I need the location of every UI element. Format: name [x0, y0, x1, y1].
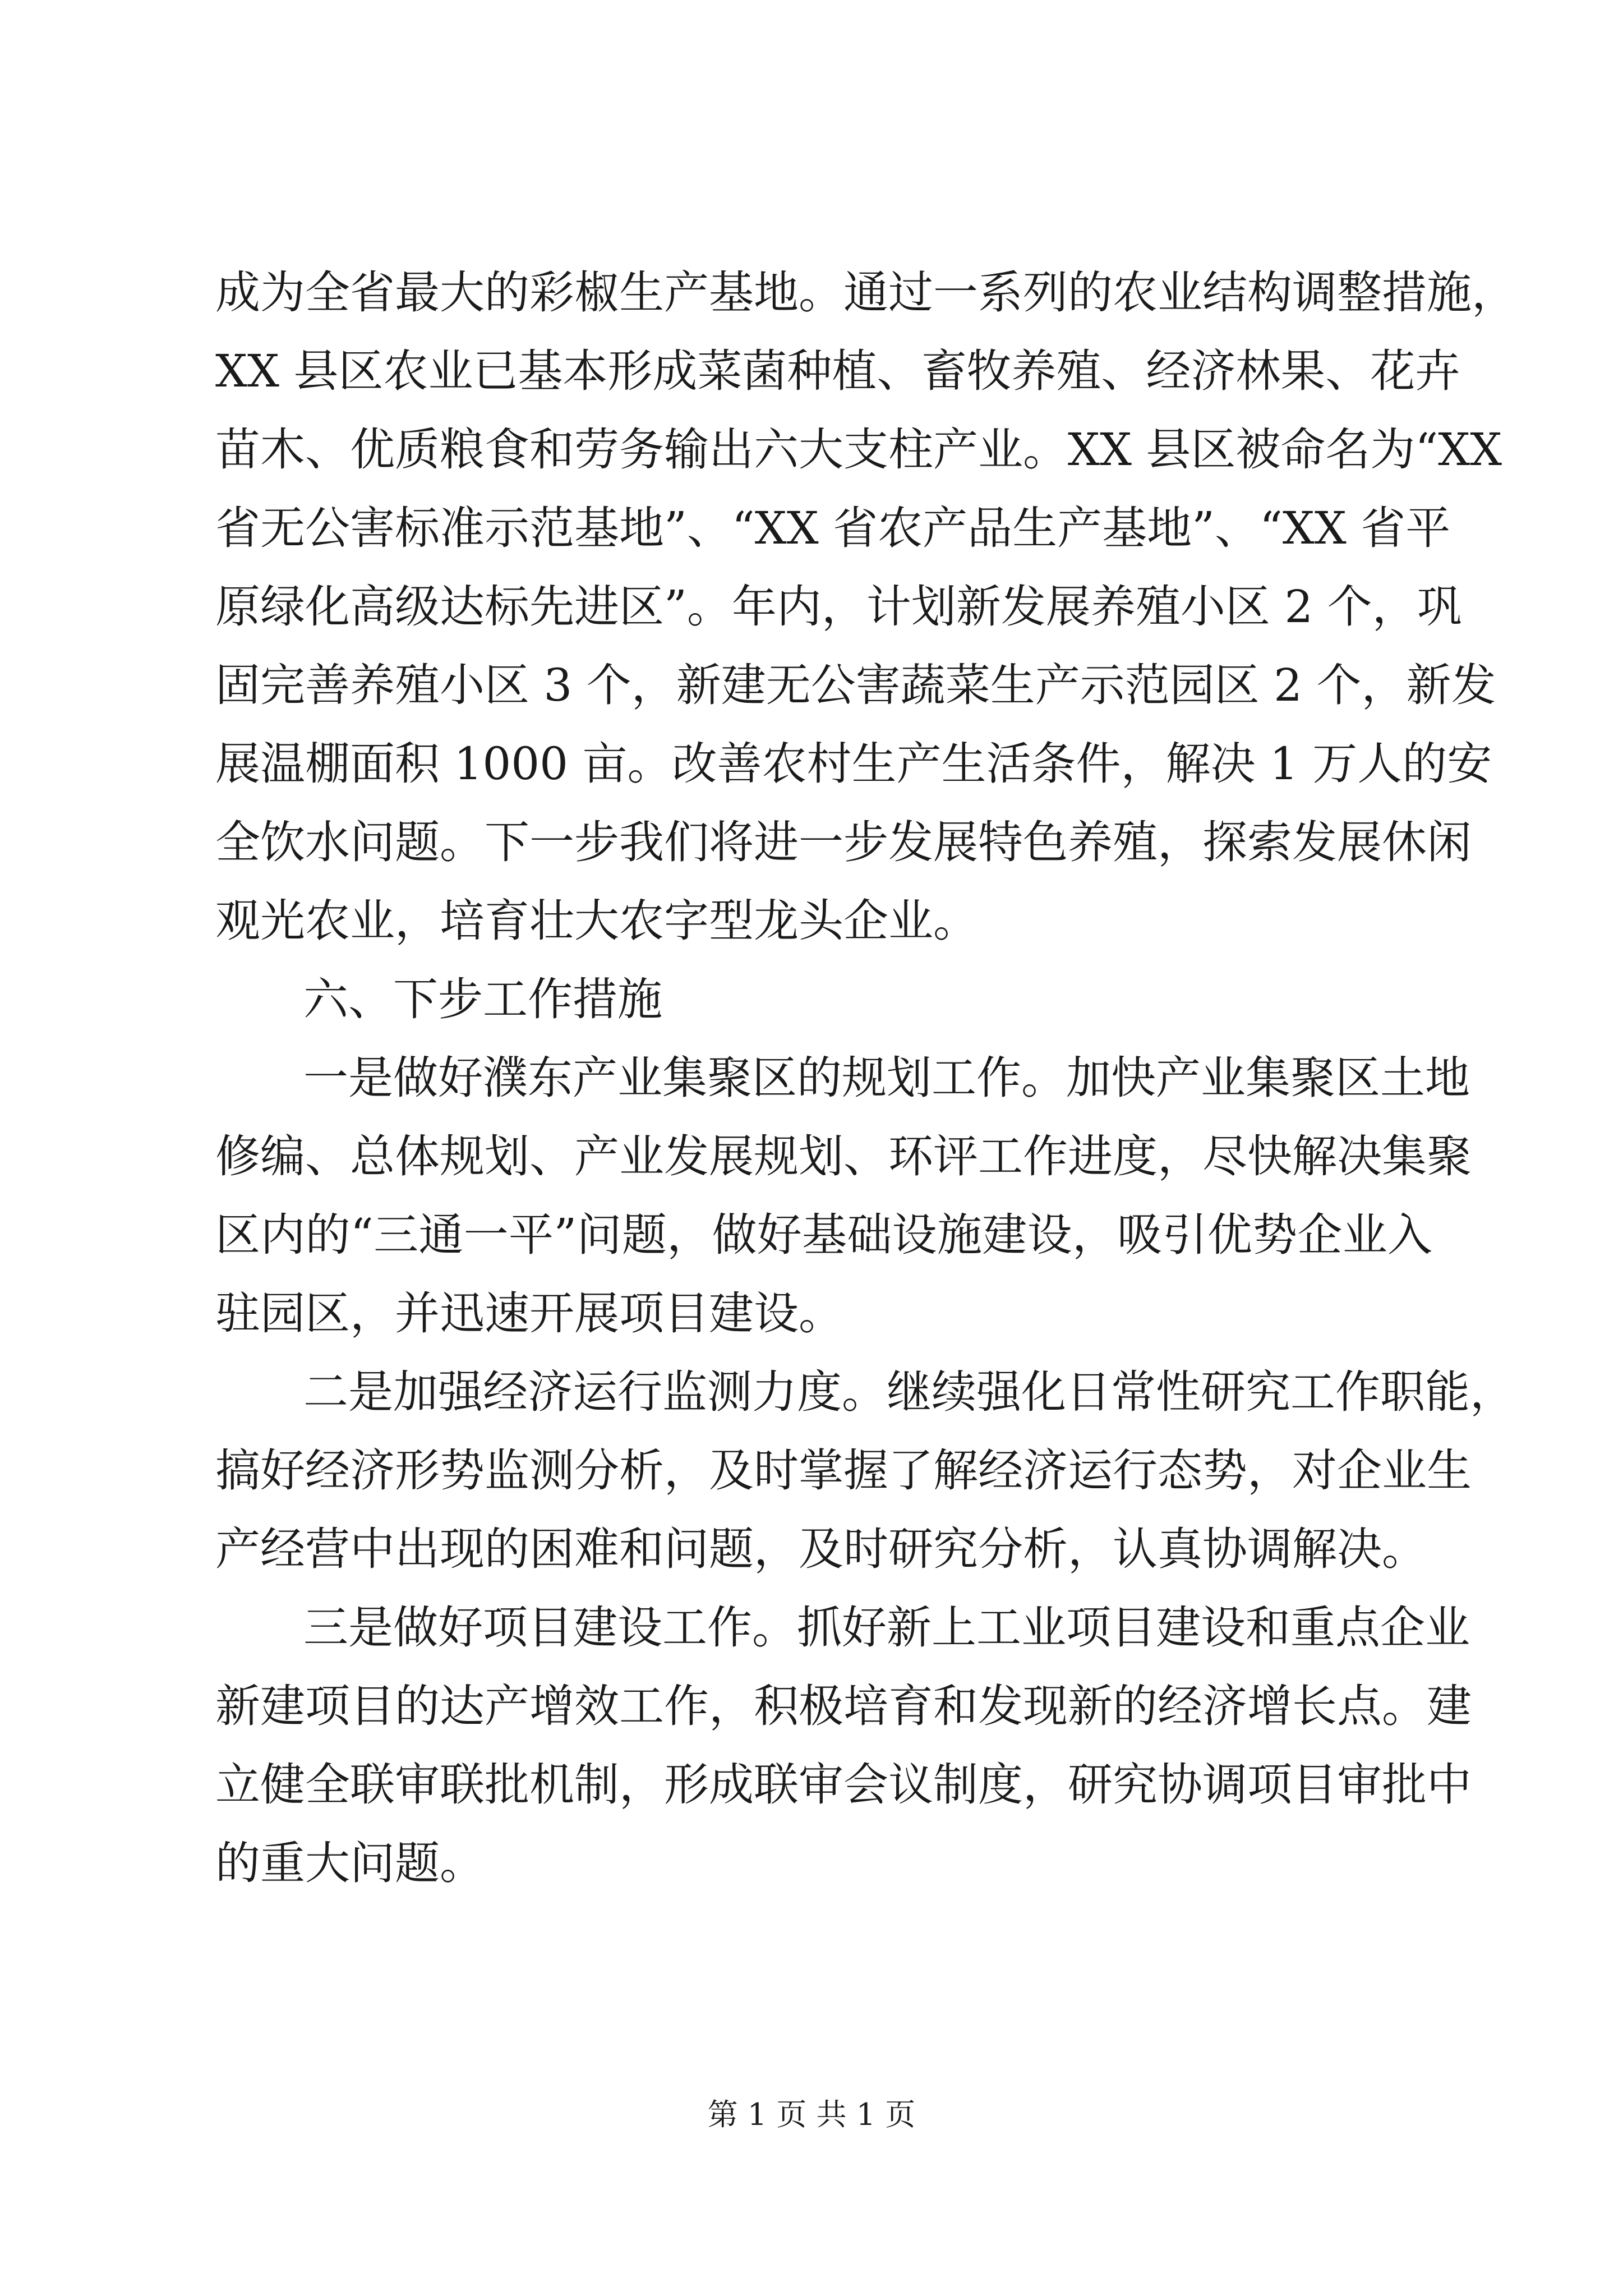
body-line: 产经营中出现的困难和问题，及时研究分析，认真协调解决。	[215, 1523, 1427, 1575]
body-line: 修编、总体规划、产业发展规划、环评工作进度，尽快解决集聚	[215, 1130, 1472, 1182]
body-line: 全饮水问题。下一步我们将进一步发展特色养殖，探索发展休闲	[215, 816, 1472, 868]
page-footer: 第 1 页 共 1 页	[707, 2097, 916, 2132]
body-line: 的重大问题。	[215, 1837, 485, 1889]
body-line: 区内的“三通一平”问题，做好基础设施建设，吸引优势企业入	[215, 1209, 1432, 1261]
body-line: 驻园区，并迅速开展项目建设。	[215, 1287, 843, 1340]
body-line: 观光农业，培育壮大农字型龙头企业。	[215, 895, 978, 947]
body-line: 搞好经济形势监测分析，及时掌握了解经济运行态势，对企业生	[215, 1444, 1472, 1497]
body-line: XX 县区农业已基本形成菜菌种植、畜牧养殖、经济林果、花卉	[215, 345, 1460, 397]
body-line: 苗木、优质粮食和劳务输出六大支柱产业。XX 县区被命名为“XX	[215, 424, 1502, 476]
body-line: 固完善养殖小区 3 个，新建无公害蔬菜生产示范园区 2 个，新发	[215, 659, 1496, 711]
body-line: 原绿化高级达标先进区”。年内，计划新发展养殖小区 2 个，巩	[215, 581, 1462, 633]
body-line: 成为全省最大的彩椒生产基地。通过一系列的农业结构调整措施，	[215, 266, 1516, 319]
body-line: 三是做好项目建设工作。抓好新上工业项目建设和重点企业	[303, 1602, 1470, 1654]
body-line: 展温棚面积 1000 亩。改善农村生产生活条件，解决 1 万人的安	[215, 738, 1492, 790]
body-line: 立健全联审联批机制，形成联审会议制度，研究协调项目审批中	[215, 1759, 1472, 1811]
body-line: 省无公害标准示范基地”、“XX 省农产品生产基地”、“XX 省平	[215, 502, 1451, 554]
section-heading: 六、下步工作措施	[303, 973, 662, 1025]
body-line: 一是做好濮东产业集聚区的规划工作。加快产业集聚区土地	[303, 1052, 1470, 1104]
body-line: 新建项目的达产增效工作，积极培育和发现新的经济增长点。建	[215, 1680, 1472, 1732]
body-line: 二是加强经济运行监测力度。继续强化日常性研究工作职能，	[303, 1366, 1515, 1418]
